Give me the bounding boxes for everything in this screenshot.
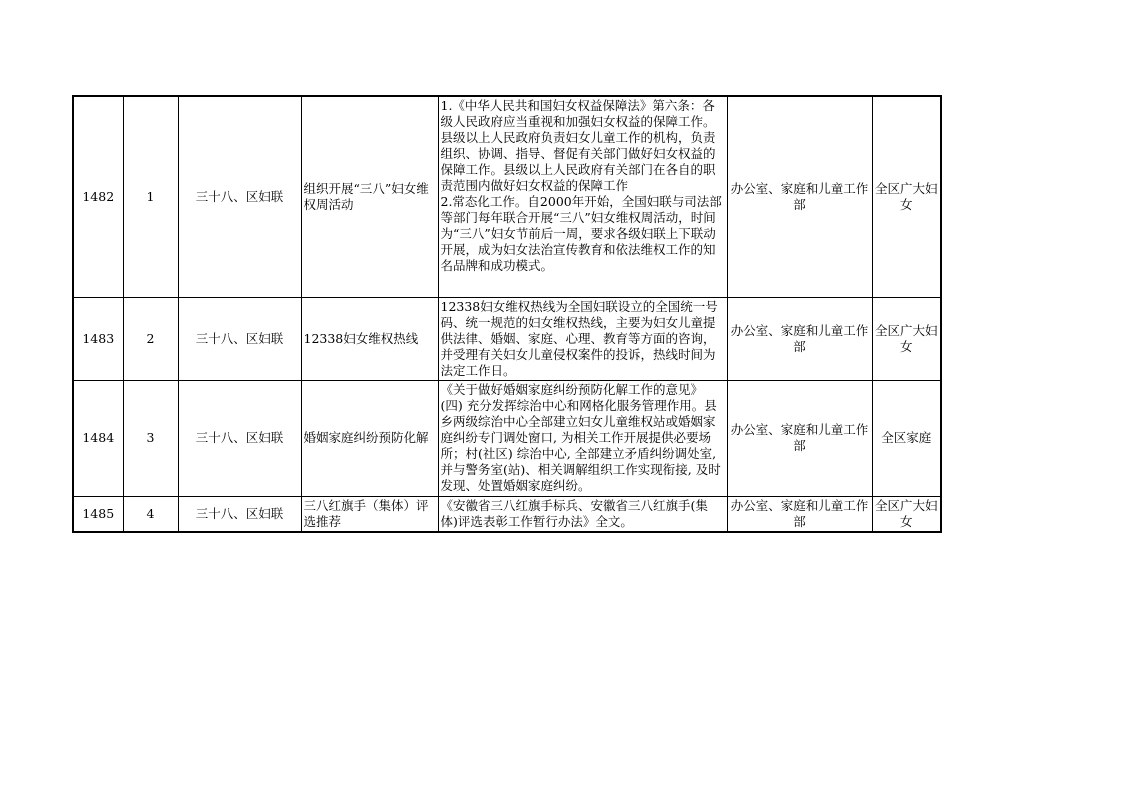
basis-paragraph: 2.常态化工作。自2000年开始，全国妇联与司法部等部门每年联合开展“三八”妇女维权周活动，时间为“三八”妇女节前后一周，要求各级妇联上下联动开展，成为妇女法治宣传教育和依法维权工作的知名品牌和成功模式。 bbox=[440, 194, 722, 273]
sequence-number: 1 bbox=[123, 96, 178, 297]
table-row bbox=[73, 96, 941, 297]
basis-paragraph: 《安徽省三八红旗手标兵、安徽省三八红旗手(集体)评选表彰工作暂行办法》全文。 bbox=[440, 497, 708, 529]
service-target: 全区家庭 bbox=[872, 380, 941, 496]
legal-basis bbox=[438, 96, 727, 297]
department: 三十八、区妇联 bbox=[178, 96, 301, 297]
row-number: 1483 bbox=[73, 297, 123, 380]
table-row bbox=[73, 297, 941, 380]
legal-basis bbox=[438, 496, 727, 532]
table-row bbox=[73, 380, 941, 496]
table-row bbox=[73, 496, 941, 532]
department: 三十八、区妇联 bbox=[178, 380, 301, 496]
service-target: 全区广大妇女 bbox=[872, 297, 941, 380]
responsible-office: 办公室、家庭和儿童工作部 bbox=[727, 380, 872, 496]
row-number: 1485 bbox=[73, 496, 123, 532]
item-name: 婚姻家庭纠纷预防化解 bbox=[301, 380, 438, 496]
service-target: 全区广大妇女 bbox=[872, 496, 941, 532]
item-name: 组织开展“三八”妇女维权周活动 bbox=[301, 96, 438, 297]
basis-paragraph: 《关于做好婚姻家庭纠纷预防化解工作的意见》(四) 充分发挥综治中心和网格化服务管理作用。县乡两级综治中心全部建立妇女儿童维权站或婚姻家庭纠纷专门调处窗口, 为相关工作开展提供必要场所；村(社区) 综治中心, 全部建立矛盾纠纷调处室, 并与警务室(站)、相关调解组织工作实现衔接, 及时发现、处置婚姻家庭纠纷。 bbox=[440, 381, 721, 493]
basis-paragraph: 12338妇女维权热线为全国妇联设立的全国统一号码、统一规范的妇女维权热线，主要为妇女儿童提供法律、婚姻、家庭、心理、教育等方面的咨询，并受理有关妇女儿童侵权案件的投诉，热线时间为法定工作日。 bbox=[440, 298, 718, 378]
responsible-office: 办公室、家庭和儿童工作部 bbox=[727, 96, 872, 297]
sequence-number: 4 bbox=[123, 496, 178, 532]
sequence-number: 3 bbox=[123, 380, 178, 496]
department: 三十八、区妇联 bbox=[178, 496, 301, 532]
item-name: 12338妇女维权热线 bbox=[301, 297, 438, 380]
department: 三十八、区妇联 bbox=[178, 297, 301, 380]
row-number: 1482 bbox=[73, 96, 123, 297]
responsible-office: 办公室、家庭和儿童工作部 bbox=[727, 297, 872, 380]
row-number: 1484 bbox=[73, 380, 123, 496]
service-list-table bbox=[72, 95, 942, 533]
responsible-office: 办公室、家庭和儿童工作部 bbox=[727, 496, 872, 532]
item-name: 三八红旗手（集体）评选推荐 bbox=[301, 496, 438, 532]
sequence-number: 2 bbox=[123, 297, 178, 380]
legal-basis bbox=[438, 297, 727, 380]
service-target: 全区广大妇女 bbox=[872, 96, 941, 297]
basis-paragraph: 1.《中华人民共和国妇女权益保障法》第六条：各级人民政府应当重视和加强妇女权益的保障工作。县级以上人民政府负责妇女儿童工作的机构，负责组织、协调、指导、督促有关部门做好妇女权益的保障工作。县级以上人民政府有关部门在各自的职责范围内做好妇女权益的保障工作 bbox=[440, 98, 716, 193]
legal-basis bbox=[438, 380, 727, 496]
